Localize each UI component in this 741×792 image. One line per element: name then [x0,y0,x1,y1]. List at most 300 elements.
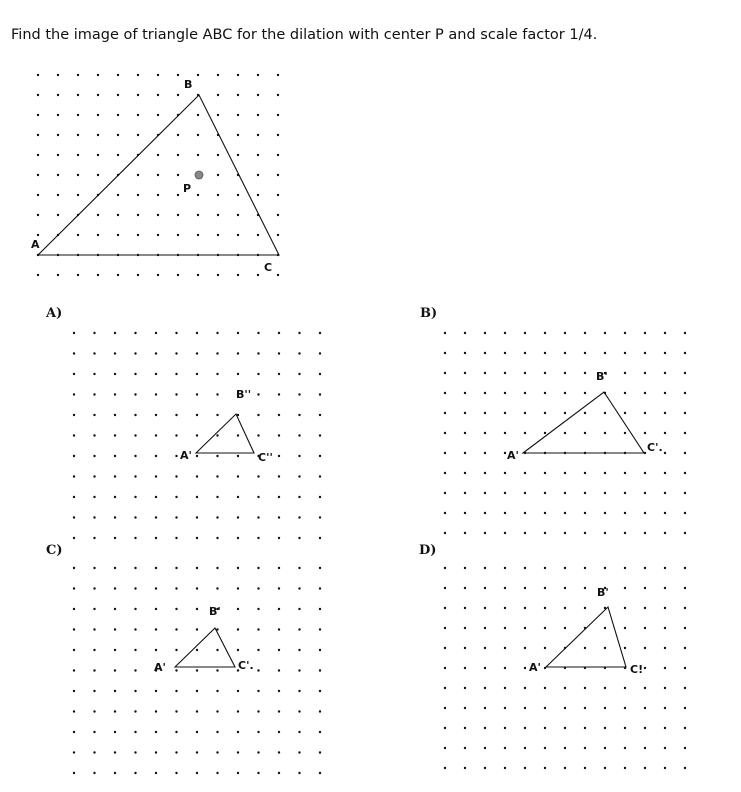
grid-dot [278,434,280,436]
grid-dot [604,627,606,629]
grid-dot [604,767,606,769]
grid-dot [504,567,506,569]
grid-dot [155,516,157,518]
grid-dot [137,134,139,136]
grid-dot [73,690,75,692]
grid-dot [544,627,546,629]
grid-dot [604,352,606,354]
grid-dot [664,767,666,769]
grid-dot [93,516,95,518]
grid-dot [155,434,157,436]
grid-dot [257,434,259,436]
grid-dot [114,455,116,457]
grid-dot [57,94,59,96]
grid-dot [117,194,119,196]
grid-dot [464,332,466,334]
grid-dot [464,532,466,534]
grid-dot [93,455,95,457]
grid-dot [57,174,59,176]
grid-dot [257,567,259,569]
grid-dot [216,587,218,589]
grid-dot [278,537,280,539]
grid-dot [544,647,546,649]
grid-dot [604,412,606,414]
grid-dot [114,496,116,498]
grid-dot [564,727,566,729]
grid-dot [664,412,666,414]
grid-dot [484,392,486,394]
grid-dot [584,512,586,514]
grid-dot [298,649,300,651]
grid-dot [117,234,119,236]
grid-dot [114,516,116,518]
grid-dot [278,393,280,395]
grid-dot [257,516,259,518]
grid-dot [444,412,446,414]
grid-dot [684,627,686,629]
grid-dot [684,667,686,669]
grid-dot [97,214,99,216]
grid-dot [604,512,606,514]
grid-dot [196,332,198,334]
grid-dot [117,274,119,276]
grid-dot [604,567,606,569]
grid-dot [177,234,179,236]
grid-dot [237,114,239,116]
grid-dot [277,214,279,216]
grid-dot [197,214,199,216]
grid-dot [114,772,116,774]
grid-dot [544,432,546,434]
grid-dot [93,475,95,477]
grid-dot [624,647,626,649]
grid-dot [73,332,75,334]
grid-dot [257,94,259,96]
grid-dot [155,332,157,334]
grid-dot [644,587,646,589]
grid-dot [564,767,566,769]
grid-dot [319,669,321,671]
grid-dot [155,496,157,498]
grid-dot [604,727,606,729]
grid-dot [73,567,75,569]
grid-dot [237,434,239,436]
grid-dot [196,649,198,651]
option-a-vertex-b-label: B'' [236,388,252,401]
grid-dot [584,587,586,589]
grid-dot [134,690,136,692]
option-c-vertex-b-label: B' [209,605,221,618]
grid-dot [564,627,566,629]
grid-dot [134,669,136,671]
grid-dot [644,667,646,669]
grid-dot [175,496,177,498]
grid-dot [134,434,136,436]
grid-dot [298,608,300,610]
grid-dot [604,707,606,709]
grid-dot [278,373,280,375]
grid-dot [544,587,546,589]
grid-dot [444,512,446,514]
grid-dot [684,392,686,394]
grid-dot [37,174,39,176]
grid-dot [134,710,136,712]
grid-dot [684,332,686,334]
grid-dot [644,492,646,494]
grid-dot [196,710,198,712]
grid-dot [216,393,218,395]
grid-dot [564,607,566,609]
grid-dot [464,727,466,729]
grid-dot [73,496,75,498]
grid-dot [278,649,280,651]
option-a-label[interactable]: A) [46,306,63,321]
grid-dot [524,687,526,689]
grid-dot [584,767,586,769]
grid-dot [664,392,666,394]
grid-dot [155,608,157,610]
option-a-triangle [196,414,254,453]
grid-dot [57,274,59,276]
grid-dot [564,687,566,689]
option-c-label[interactable]: C) [46,543,63,558]
grid-dot [484,607,486,609]
grid-dot [73,414,75,416]
vertex-b-label: B [184,78,193,91]
grid-dot [484,567,486,569]
grid-dot [216,352,218,354]
grid-dot [664,532,666,534]
grid-dot [257,114,259,116]
grid-dot [319,373,321,375]
grid-dot [114,393,116,395]
grid-dot [216,455,218,457]
option-b-label[interactable]: B) [420,306,438,321]
grid-dot [216,516,218,518]
grid-dot [196,567,198,569]
grid-dot [277,194,279,196]
option-b-triangle [523,392,644,453]
grid-dot [584,647,586,649]
grid-dot [278,628,280,630]
grid-dot [664,332,666,334]
grid-dot [73,373,75,375]
grid-dot [524,707,526,709]
grid-dot [73,608,75,610]
grid-dot [114,649,116,651]
grid-dot [624,707,626,709]
grid-dot [117,134,119,136]
grid-dot [93,751,95,753]
grid-dot [524,667,526,669]
grid-dot [155,772,157,774]
grid-dot [277,134,279,136]
grid-dot [464,492,466,494]
grid-dot [155,751,157,753]
grid-dot [197,134,199,136]
option-d-vertex-a-label: A' [529,661,541,674]
grid-dot [155,352,157,354]
grid-dot [298,567,300,569]
grid-dot [624,432,626,434]
grid-dot [298,373,300,375]
grid-dot [524,587,526,589]
grid-dot [604,532,606,534]
grid-dot [298,414,300,416]
grid-dot [544,392,546,394]
grid-dot [504,452,506,454]
grid-dot [217,94,219,96]
grid-dot [319,332,321,334]
grid-dot [155,731,157,733]
grid-dot [644,472,646,474]
grid-dot [237,649,239,651]
grid-dot [564,587,566,589]
grid-dot [157,94,159,96]
grid-dot [73,669,75,671]
grid-dot [257,274,259,276]
grid-dot [684,352,686,354]
grid-dot [257,731,259,733]
grid-dot [237,134,239,136]
grid-dot [504,687,506,689]
grid-dot [196,537,198,539]
grid-dot [524,432,526,434]
grid-dot [564,472,566,474]
grid-dot [97,154,99,156]
grid-dot [644,727,646,729]
grid-dot [504,727,506,729]
grid-dot [684,532,686,534]
grid-dot [684,647,686,649]
grid-dot [504,432,506,434]
grid-dot [175,352,177,354]
grid-dot [237,94,239,96]
grid-dot [237,537,239,539]
grid-dot [504,747,506,749]
grid-dot [664,472,666,474]
grid-dot [37,134,39,136]
grid-dot [319,475,321,477]
grid-dot [237,587,239,589]
grid-dot [114,587,116,589]
grid-dot [237,628,239,630]
grid-dot [504,392,506,394]
grid-dot [664,727,666,729]
grid-dot [624,727,626,729]
grid-dot [93,393,95,395]
grid-dot [644,707,646,709]
grid-dot [644,567,646,569]
grid-dot [196,587,198,589]
grid-dot [177,174,179,176]
grid-dot [278,731,280,733]
grid-dot [524,512,526,514]
grid-dot [644,647,646,649]
option-b-vertex-b-label: B' [596,370,608,383]
grid-dot [175,567,177,569]
grid-dot [564,372,566,374]
grid-dot [73,537,75,539]
grid-dot [604,647,606,649]
grid-dot [197,234,199,236]
grid-dot [444,627,446,629]
grid-dot [175,710,177,712]
grid-dot [278,332,280,334]
grid-dot [564,707,566,709]
grid-dot [484,352,486,354]
grid-dot [175,537,177,539]
grid-dot [73,352,75,354]
grid-dot [544,512,546,514]
grid-dot [137,214,139,216]
grid-dot [175,475,177,477]
grid-dot [277,74,279,76]
grid-dot [137,234,139,236]
grid-dot [484,532,486,534]
grid-dot [544,492,546,494]
grid-dot [57,114,59,116]
grid-dot [257,587,259,589]
grid-dot [217,274,219,276]
grid-dot [564,392,566,394]
grid-dot [664,512,666,514]
grid-dot [664,687,666,689]
grid-dot [134,772,136,774]
grid-dot [444,392,446,394]
grid-dot [544,567,546,569]
grid-dot [584,707,586,709]
grid-dot [196,434,198,436]
grid-dot [216,567,218,569]
grid-dot [644,392,646,394]
grid-dot [155,475,157,477]
grid-dot [524,767,526,769]
grid-dot [257,628,259,630]
grid-dot [57,74,59,76]
grid-dot [319,772,321,774]
grid-dot [664,607,666,609]
grid-dot [257,690,259,692]
grid-dot [484,647,486,649]
grid-dot [114,690,116,692]
grid-dot [584,472,586,474]
grid-dot [216,332,218,334]
grid-dot [319,455,321,457]
grid-dot [177,214,179,216]
grid-dot [216,772,218,774]
grid-dot [584,432,586,434]
grid-dot [444,747,446,749]
grid-dot [196,455,198,457]
grid-dot [216,434,218,436]
grid-dot [77,134,79,136]
grid-dot [444,727,446,729]
grid-dot [644,432,646,434]
grid-dot [484,707,486,709]
grid-dot [93,649,95,651]
grid-dot [155,373,157,375]
option-d-label[interactable]: D) [419,543,437,558]
grid-dot [37,234,39,236]
grid-dot [278,587,280,589]
grid-dot [584,747,586,749]
grid-dot [257,496,259,498]
grid-dot [134,751,136,753]
grid-dot [237,373,239,375]
grid-dot [444,372,446,374]
grid-dot [624,687,626,689]
grid-dot [97,134,99,136]
grid-dot [196,373,198,375]
grid-dot [464,667,466,669]
grid-dot [134,567,136,569]
grid-dot [504,512,506,514]
grid-dot [624,472,626,474]
grid-dot [216,731,218,733]
grid-dot [57,134,59,136]
grid-dot [604,472,606,474]
grid-dot [298,332,300,334]
grid-dot [93,669,95,671]
grid-dot [444,607,446,609]
grid-dot [644,627,646,629]
grid-dot [257,352,259,354]
grid-dot [604,492,606,494]
grid-dot [684,372,686,374]
grid-dot [37,74,39,76]
vertex-a-label: A [31,238,40,251]
grid-dot [216,690,218,692]
grid-dot [277,234,279,236]
grid-dot [157,214,159,216]
grid-dot [117,94,119,96]
grid-dot [464,412,466,414]
grid-dot [684,432,686,434]
grid-dot [197,74,199,76]
grid-dot [155,649,157,651]
grid-dot [77,94,79,96]
grid-dot [484,747,486,749]
grid-dot [464,372,466,374]
grid-dot [644,332,646,334]
grid-dot [196,516,198,518]
grid-dot [644,607,646,609]
grid-dot [157,234,159,236]
grid-dot [257,608,259,610]
grid-dot [237,475,239,477]
grid-dot [664,647,666,649]
grid-dot [564,532,566,534]
grid-dot [257,475,259,477]
grid-dot [37,214,39,216]
grid-dot [237,496,239,498]
grid-dot [175,731,177,733]
grid-dot [604,432,606,434]
grid-dot [298,772,300,774]
grid-dot [464,472,466,474]
grid-dot [624,607,626,609]
grid-dot [504,707,506,709]
grid-dot [584,412,586,414]
grid-dot [196,772,198,774]
grid-dot [664,627,666,629]
grid-dot [257,332,259,334]
grid-dot [684,512,686,514]
grid-dot [644,767,646,769]
question-text: Find the image of triangle ABC for the dilation with center P and scale factor 1/4. [11,27,598,43]
grid-dot [278,608,280,610]
